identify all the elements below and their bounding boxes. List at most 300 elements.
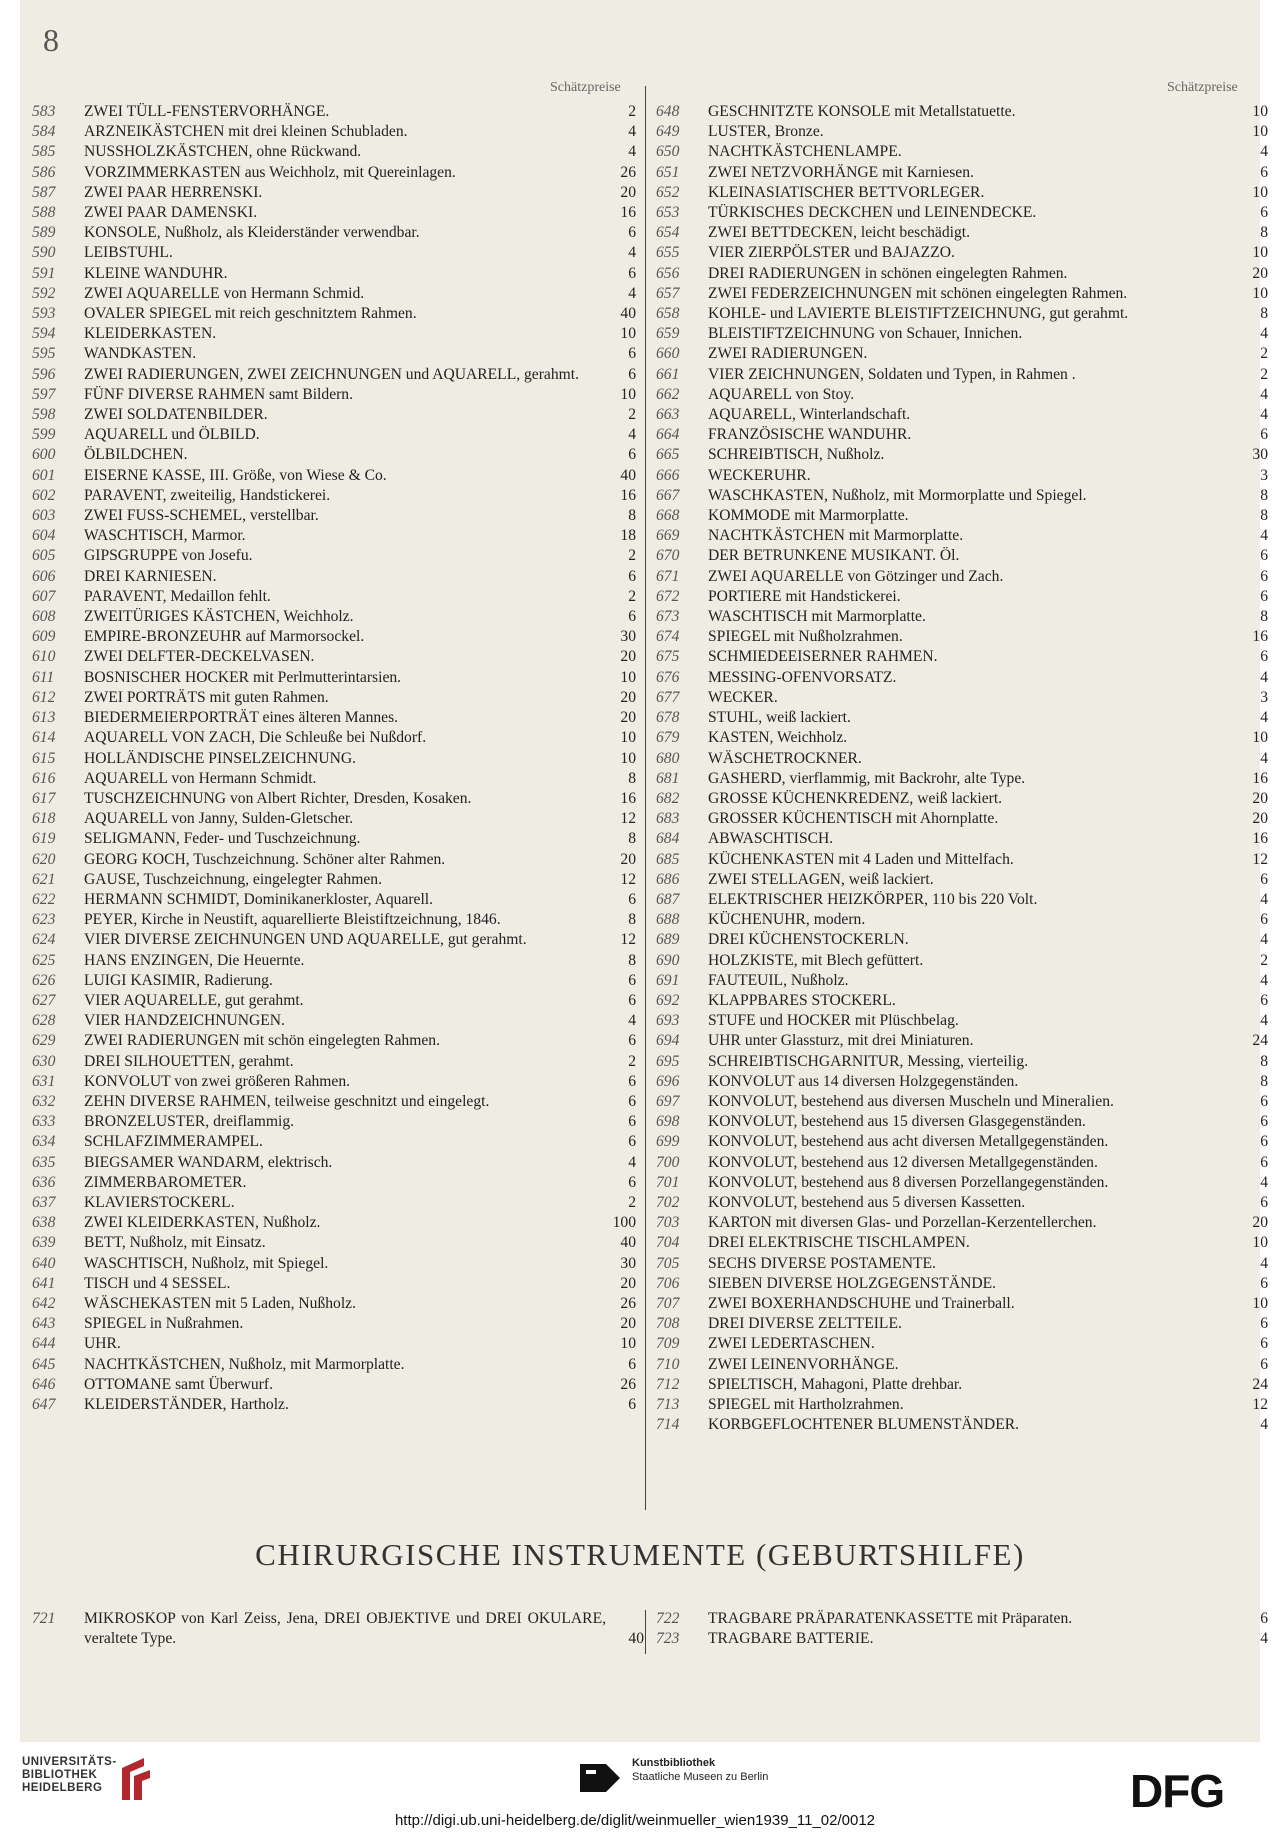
- lot-number: 637: [32, 1193, 56, 1211]
- lot-number: 598: [32, 406, 56, 424]
- lot-number: 709: [656, 1335, 680, 1353]
- lot-price: 6: [628, 1032, 636, 1050]
- lot-row: [656, 1629, 1276, 1649]
- lot-number: 670: [656, 547, 680, 565]
- lot-number: 656: [656, 264, 680, 282]
- lot-price: 8: [1260, 224, 1268, 242]
- lot-description: KONSOLE, Nußholz, als Kleiderständer verwendbar.: [84, 224, 420, 242]
- lot-row: [656, 102, 1276, 122]
- lot-number: 661: [656, 365, 680, 383]
- price-column-header-right: Schätzpreise: [1167, 80, 1238, 95]
- lot-description: KLEIDERKASTEN.: [84, 325, 217, 343]
- lot-description: KONVOLUT, bestehend aus 8 diversen Porzellangegenständen.: [708, 1173, 1109, 1191]
- lot-row: [32, 1173, 644, 1193]
- lot-row: [656, 163, 1276, 183]
- lot-description: KONVOLUT von zwei größeren Rahmen.: [84, 1072, 351, 1090]
- lot-price: 20: [620, 648, 636, 666]
- lot-price: 16: [620, 486, 636, 504]
- lot-price: 20: [620, 1315, 636, 1333]
- lot-row: [32, 183, 644, 203]
- lot-price: 4: [628, 1012, 636, 1030]
- lot-description: ZEHN DIVERSE RAHMEN, teilweise geschnitzt und eingelegt.: [84, 1092, 490, 1110]
- lot-description: DREI DIVERSE ZELTTEILE.: [708, 1315, 902, 1333]
- lot-number: 620: [32, 850, 56, 868]
- lot-list-left: [32, 102, 644, 1415]
- lot-description: TRAGBARE PRÄPARATENKASSETTE mit Präparaten.: [708, 1610, 1073, 1627]
- lot-number: 723: [656, 1630, 680, 1648]
- dfg-logo: DFG: [1130, 1765, 1225, 1817]
- lot-row: [32, 264, 644, 284]
- lot-price: 2: [1260, 365, 1268, 383]
- lot-price: 10: [1252, 1294, 1268, 1312]
- lot-row: [32, 587, 644, 607]
- lot-number: 721: [32, 1610, 56, 1627]
- digitization-footer: [0, 1742, 1270, 1833]
- lot-number: 618: [32, 810, 56, 828]
- lot-description: ZWEI KLEIDERKASTEN, Nußholz.: [84, 1214, 321, 1232]
- lot-number: 594: [32, 325, 56, 343]
- lot-description: WASCHTISCH mit Marmorplatte.: [708, 608, 926, 626]
- heidelberg-library-logo: [22, 1756, 162, 1812]
- lot-price: 4: [628, 1153, 636, 1171]
- lot-description: KÜCHENKASTEN mit 4 Laden und Mittelfach.: [708, 850, 1014, 868]
- lot-row: [32, 526, 644, 546]
- lot-row: [656, 304, 1276, 324]
- lot-description: ZWEI NETZVORHÄNGE mit Karniesen.: [708, 163, 974, 181]
- lot-price: 20: [620, 850, 636, 868]
- lot-description: VIER ZIERPÖLSTER und BAJAZZO.: [708, 244, 955, 262]
- lot-price: 6: [1260, 163, 1268, 181]
- lot-price: 3: [1260, 688, 1268, 706]
- lot-description: ZWEI PORTRÄTS mit guten Rahmen.: [84, 688, 329, 706]
- lot-number: 698: [656, 1113, 680, 1131]
- lot-price: 4: [1260, 325, 1268, 343]
- kunstbibliothek-mark-icon: [580, 1764, 620, 1792]
- lot-number: 684: [656, 830, 680, 848]
- lot-row: [32, 1233, 644, 1253]
- lot-description: HOLLÄNDISCHE PINSELZEICHNUNG.: [84, 749, 357, 767]
- lot-row: [656, 1213, 1276, 1233]
- lot-price: 6: [1260, 1133, 1268, 1151]
- lot-description: ZWEI BETTDECKEN, leicht beschädigt.: [708, 224, 970, 242]
- lot-number: 589: [32, 224, 56, 242]
- lot-number: 674: [656, 628, 680, 646]
- lot-number: 600: [32, 446, 56, 464]
- lot-price: 2: [628, 103, 636, 120]
- lot-price: 6: [1260, 870, 1268, 888]
- lot-row: [656, 1132, 1276, 1152]
- lot-number: 607: [32, 587, 56, 605]
- lot-row: [32, 1153, 644, 1173]
- lot-row: [656, 1395, 1276, 1415]
- lot-price: 6: [1260, 1274, 1268, 1292]
- lot-description: ZWEI LEINENVORHÄNGE.: [708, 1355, 899, 1373]
- lot-description: KLAVIERSTOCKERL.: [84, 1193, 235, 1211]
- catalog-page: [20, 0, 1268, 1742]
- lot-description: VIER HANDZEICHNUNGEN.: [84, 1012, 285, 1030]
- lot-price: 2: [628, 547, 636, 565]
- lot-description: WÄSCHEKASTEN mit 5 Laden, Nußholz.: [84, 1294, 356, 1312]
- lot-row: [656, 1052, 1276, 1072]
- lot-price: 6: [628, 345, 636, 363]
- lot-row: [656, 1031, 1276, 1051]
- lot-number: 625: [32, 951, 56, 969]
- lot-price: 6: [1260, 1153, 1268, 1171]
- lot-number: 617: [32, 789, 56, 807]
- lot-number: 631: [32, 1072, 56, 1090]
- lot-price: 2: [1260, 951, 1268, 969]
- lot-number: 601: [32, 466, 56, 484]
- lot-price: 12: [620, 931, 636, 949]
- lot-description: GAUSE, Tuschzeichnung, eingelegter Rahmen.: [84, 870, 382, 888]
- lot-number: 621: [32, 870, 56, 888]
- lot-row: [656, 344, 1276, 364]
- lot-row: [656, 1193, 1276, 1213]
- lot-number: 685: [656, 850, 680, 868]
- lot-price: 6: [1260, 1113, 1268, 1131]
- lot-number: 705: [656, 1254, 680, 1272]
- lot-number: 660: [656, 345, 680, 363]
- lot-number: 691: [656, 971, 680, 989]
- lot-number: 602: [32, 486, 56, 504]
- lot-price: 16: [620, 204, 636, 222]
- lot-number: 687: [656, 890, 680, 908]
- lot-row: [32, 1274, 644, 1294]
- lot-price: 8: [1260, 486, 1268, 504]
- lot-price: 16: [1252, 769, 1268, 787]
- lot-number: 713: [656, 1396, 680, 1413]
- lot-price: 20: [1252, 1214, 1268, 1232]
- lot-description: WECKER.: [708, 688, 778, 706]
- lot-price: 10: [620, 749, 636, 767]
- lot-row: [32, 1294, 644, 1314]
- lot-description: ARZNEIKÄSTCHEN mit drei kleinen Schubladen.: [84, 123, 408, 141]
- lot-row: [656, 668, 1276, 688]
- lot-number: 640: [32, 1254, 56, 1272]
- lot-row: [32, 1031, 644, 1051]
- lot-row: [32, 688, 644, 708]
- lot-row: [32, 344, 644, 364]
- lot-description: UHR.: [84, 1335, 121, 1353]
- lot-number: 616: [32, 769, 56, 787]
- lot-number: 646: [32, 1375, 56, 1393]
- lot-price: 10: [620, 325, 636, 343]
- lot-description: OVALER SPIEGEL mit reich geschnitztem Rahmen.: [84, 305, 417, 323]
- lot-number: 597: [32, 385, 56, 403]
- lot-price: 10: [620, 1335, 636, 1353]
- lot-description: NACHTKÄSTCHEN mit Marmorplatte.: [708, 527, 964, 545]
- kunstbibliothek-logo: [580, 1756, 800, 1792]
- lot-price: 6: [628, 1396, 636, 1413]
- lot-row: [32, 425, 644, 445]
- lot-price: 6: [628, 567, 636, 585]
- lot-number: 636: [32, 1173, 56, 1191]
- lot-number: 591: [32, 264, 56, 282]
- lot-row: [656, 1355, 1276, 1375]
- lot-price: 3: [1260, 466, 1268, 484]
- lot-price: 6: [1260, 648, 1268, 666]
- lot-number: 671: [656, 567, 680, 585]
- lot-row: [32, 365, 644, 385]
- lot-description: BLEISTIFTZEICHNUNG von Schauer, Innichen.: [708, 325, 1023, 343]
- lot-description: LUIGI KASIMIR, Radierung.: [84, 971, 273, 989]
- lot-number: 619: [32, 830, 56, 848]
- lot-price: 4: [1260, 668, 1268, 686]
- lot-row: [32, 1112, 644, 1132]
- lot-description: HERMANN SCHMIDT, Dominikanerkloster, Aquarell.: [84, 890, 434, 908]
- lot-row: [656, 587, 1276, 607]
- lot-row: [656, 385, 1276, 405]
- lot-description: KLAPPBARES STOCKERL.: [708, 991, 896, 1009]
- lot-row: [656, 1153, 1276, 1173]
- lot-price: 6: [1260, 991, 1268, 1009]
- lot-price: 20: [620, 1274, 636, 1292]
- lot-number: 585: [32, 143, 56, 161]
- column-divider: [645, 86, 646, 1510]
- lot-row: [656, 203, 1276, 223]
- lot-price: 4: [628, 123, 636, 141]
- lot-number: 677: [656, 688, 680, 706]
- lot-price: 20: [1252, 810, 1268, 828]
- lot-row: [656, 627, 1276, 647]
- lot-price: 6: [1260, 204, 1268, 222]
- lot-number: 657: [656, 284, 680, 302]
- lot-description: ZWEI AQUARELLE von Götzinger und Zach.: [708, 567, 1004, 585]
- lot-price: 4: [628, 426, 636, 444]
- lot-description: WÄSCHETROCKNER.: [708, 749, 862, 767]
- lot-price: 2: [1260, 345, 1268, 363]
- lot-number: 609: [32, 628, 56, 646]
- lot-description: FRANZÖSISCHE WANDUHR.: [708, 426, 912, 444]
- lot-description: TISCH und 4 SESSEL.: [84, 1274, 231, 1292]
- lot-row: [656, 526, 1276, 546]
- lot-number: 652: [656, 183, 680, 201]
- lot-number: 700: [656, 1153, 680, 1171]
- lot-row: [32, 971, 644, 991]
- lot-row: [656, 122, 1276, 142]
- lot-price: 6: [628, 971, 636, 989]
- lot-price: 16: [1252, 830, 1268, 848]
- lot-number: 630: [32, 1052, 56, 1070]
- lot-number: 650: [656, 143, 680, 161]
- lot-number: 606: [32, 567, 56, 585]
- lot-row: [32, 304, 644, 324]
- lot-number: 693: [656, 1012, 680, 1030]
- lot-description: TRAGBARE BATTERIE.: [708, 1630, 874, 1648]
- lot-price: 10: [1252, 244, 1268, 262]
- lot-number: 654: [656, 224, 680, 242]
- lot-price: 2: [628, 1193, 636, 1211]
- lot-row: [32, 708, 644, 728]
- lot-row: [32, 546, 644, 566]
- lot-description: ZWEI BOXERHANDSCHUHE und Trainerball.: [708, 1294, 1015, 1312]
- lot-row: [32, 1334, 644, 1354]
- lot-row: [656, 749, 1276, 769]
- lot-number: 675: [656, 648, 680, 666]
- lot-number: 662: [656, 385, 680, 403]
- lot-price: 6: [1260, 1610, 1268, 1627]
- lot-number: 622: [32, 890, 56, 908]
- lot-row: [32, 809, 644, 829]
- lot-description: EISERNE KASSE, III. Größe, von Wiese & Co.: [84, 466, 387, 484]
- lot-description: LUSTER, Bronze.: [708, 123, 824, 141]
- lot-description: BOSNISCHER HOCKER mit Perlmutterintarsien.: [84, 668, 402, 686]
- lot-price: 6: [1260, 911, 1268, 929]
- lot-description: BIEDERMEIERPORTRÄT eines älteren Mannes.: [84, 709, 399, 727]
- lot-number: 645: [32, 1355, 56, 1373]
- lot-row: [32, 203, 644, 223]
- lot-description: AQUARELL und ÖLBILD.: [84, 426, 260, 444]
- lot-number: 678: [656, 709, 680, 727]
- lot-price: 6: [628, 264, 636, 282]
- lot-description: FAUTEUIL, Nußholz.: [708, 971, 849, 989]
- lot-description: SPIEGEL in Nußrahmen.: [84, 1315, 244, 1333]
- lot-description: ZWEI TÜLL-FENSTERVORHÄNGE.: [84, 103, 330, 120]
- lot-row: [656, 142, 1276, 162]
- lot-price: 4: [1260, 1416, 1268, 1434]
- lot-price: 6: [628, 1072, 636, 1090]
- lot-row: [32, 385, 644, 405]
- lot-description: DREI KARNIESEN.: [84, 567, 217, 585]
- lot-number: 649: [656, 123, 680, 141]
- lot-description: SPIELTISCH, Mahagoni, Platte drehbar.: [708, 1375, 963, 1393]
- lot-number: 686: [656, 870, 680, 888]
- lot-description: ZWEI PAAR HERRENSKI.: [84, 183, 263, 201]
- lot-price: 20: [1252, 264, 1268, 282]
- lot-number: 624: [32, 931, 56, 949]
- lot-description: LEIBSTUHL.: [84, 244, 173, 262]
- lot-price: 24: [1252, 1032, 1268, 1050]
- lot-number: 699: [656, 1133, 680, 1151]
- lot-price: 8: [628, 769, 636, 787]
- lot-price: 16: [620, 789, 636, 807]
- lot-row: [656, 971, 1276, 991]
- lot-number: 599: [32, 426, 56, 444]
- lot-price: 12: [1252, 850, 1268, 868]
- lot-description: ÖLBILDCHEN.: [84, 446, 188, 464]
- lot-number: 722: [656, 1610, 680, 1627]
- lot-number: 651: [656, 163, 680, 181]
- lot-row: [32, 243, 644, 263]
- lot-row: [656, 789, 1276, 809]
- lot-number: 613: [32, 709, 56, 727]
- lot-price: 20: [1252, 789, 1268, 807]
- lot-number: 632: [32, 1092, 56, 1110]
- lot-number: 586: [32, 163, 56, 181]
- lot-description: SELIGMANN, Feder- und Tuschzeichnung.: [84, 830, 361, 848]
- lot-description: AQUARELL von Hermann Schmidt.: [84, 769, 317, 787]
- lot-number: 588: [32, 204, 56, 222]
- lot-description: ZWEI RADIERUNGEN.: [708, 345, 868, 363]
- lot-row: [656, 567, 1276, 587]
- lot-description: ZWEI DELFTER-DECKELVASEN.: [84, 648, 315, 666]
- lot-row: [32, 1132, 644, 1152]
- lot-number: 593: [32, 305, 56, 323]
- lot-price: 8: [1260, 305, 1268, 323]
- lot-number: 708: [656, 1315, 680, 1333]
- lot-description: ZWEI RADIERUNGEN mit schön eingelegten Rahmen.: [84, 1032, 440, 1050]
- lot-description: SPIEGEL mit Nußholzrahmen.: [708, 628, 903, 646]
- lot-description: DREI SILHOUETTEN, gerahmt.: [84, 1052, 294, 1070]
- lot-description: DER BETRUNKENE MUSIKANT. Öl.: [708, 547, 960, 565]
- lot-row: [656, 951, 1276, 971]
- lot-price: 10: [1252, 183, 1268, 201]
- lot-number: 692: [656, 991, 680, 1009]
- lot-price: 8: [628, 830, 636, 848]
- lot-row: [656, 728, 1276, 748]
- lot-row: [32, 1213, 644, 1233]
- lot-price: 4: [1260, 406, 1268, 424]
- lot-row: [656, 445, 1276, 465]
- lot-description: ABWASCHTISCH.: [708, 830, 834, 848]
- lot-number: 627: [32, 991, 56, 1009]
- lot-price: 6: [1260, 1193, 1268, 1211]
- lot-description: SECHS DIVERSE POSTAMENTE.: [708, 1254, 936, 1272]
- lot-description: VIER ZEICHNUNGEN, Soldaten und Typen, in Rahmen .: [708, 365, 1076, 383]
- lot-description: KOMMODE mit Marmorplatte.: [708, 507, 909, 525]
- lot-row: [32, 1011, 644, 1031]
- lot-number: 634: [32, 1133, 56, 1151]
- lot-row: [656, 1254, 1276, 1274]
- lot-number: 702: [656, 1193, 680, 1211]
- lot-description: MESSING-OFENVORSATZ.: [708, 668, 897, 686]
- lot-price: 6: [628, 224, 636, 242]
- lot-row: [656, 829, 1276, 849]
- lot-row: [32, 728, 644, 748]
- lot-row: [656, 1233, 1276, 1253]
- lot-number: 696: [656, 1072, 680, 1090]
- lot-price: 8: [1260, 1072, 1268, 1090]
- lot-price: 12: [1252, 1396, 1268, 1413]
- lot-price: 6: [1260, 1092, 1268, 1110]
- lot-price: 26: [620, 1294, 636, 1312]
- lot-description: SCHLAFZIMMERAMPEL.: [84, 1133, 263, 1151]
- lot-price: 6: [1260, 1355, 1268, 1373]
- lot-description: AQUARELL VON ZACH, Die Schleuße bei Nußdorf.: [84, 729, 427, 747]
- lot-row: [656, 243, 1276, 263]
- lot-description: BETT, Nußholz, mit Einsatz.: [84, 1234, 266, 1252]
- lot-row: [32, 324, 644, 344]
- lot-number: 611: [32, 668, 55, 686]
- lot-row: [656, 809, 1276, 829]
- lot-row: [32, 284, 644, 304]
- lot-row: [656, 506, 1276, 526]
- lot-description: KONVOLUT, bestehend aus acht diversen Metallgegenständen.: [708, 1133, 1109, 1151]
- lot-description: AQUARELL von Stoy.: [708, 385, 855, 403]
- lot-row: [32, 769, 644, 789]
- lot-description: UHR unter Glassturz, mit drei Miniaturen.: [708, 1032, 974, 1050]
- lot-price: 4: [1260, 971, 1268, 989]
- lot-description: KARTON mit diversen Glas- und Porzellan-Kerzentellerchen.: [708, 1214, 1097, 1232]
- lot-row: [32, 829, 644, 849]
- lot-number: 595: [32, 345, 56, 363]
- lot-description: WASCHTISCH, Nußholz, mit Spiegel.: [84, 1254, 329, 1272]
- kunstbibliothek-subtitle: Staatliche Museen zu Berlin: [632, 1771, 769, 1783]
- lot-number: 629: [32, 1032, 56, 1050]
- lot-price: 4: [1260, 527, 1268, 545]
- lot-number: 668: [656, 507, 680, 525]
- lot-row: [656, 1112, 1276, 1132]
- lot-description: SPIEGEL mit Hartholzrahmen.: [708, 1396, 904, 1413]
- lot-number: 703: [656, 1214, 680, 1232]
- lot-row: [656, 708, 1276, 728]
- source-url-link[interactable]: http://digi.ub.uni-heidelberg.de/diglit/weinmueller_wien1939_11_02/0012: [394, 1812, 876, 1829]
- price-column-header-left: Schätzpreise: [550, 80, 621, 95]
- lot-number: 604: [32, 527, 56, 545]
- lot-number: 676: [656, 668, 680, 686]
- lot-list-bottom-right: [656, 1609, 1276, 1649]
- lot-price: 4: [1260, 931, 1268, 949]
